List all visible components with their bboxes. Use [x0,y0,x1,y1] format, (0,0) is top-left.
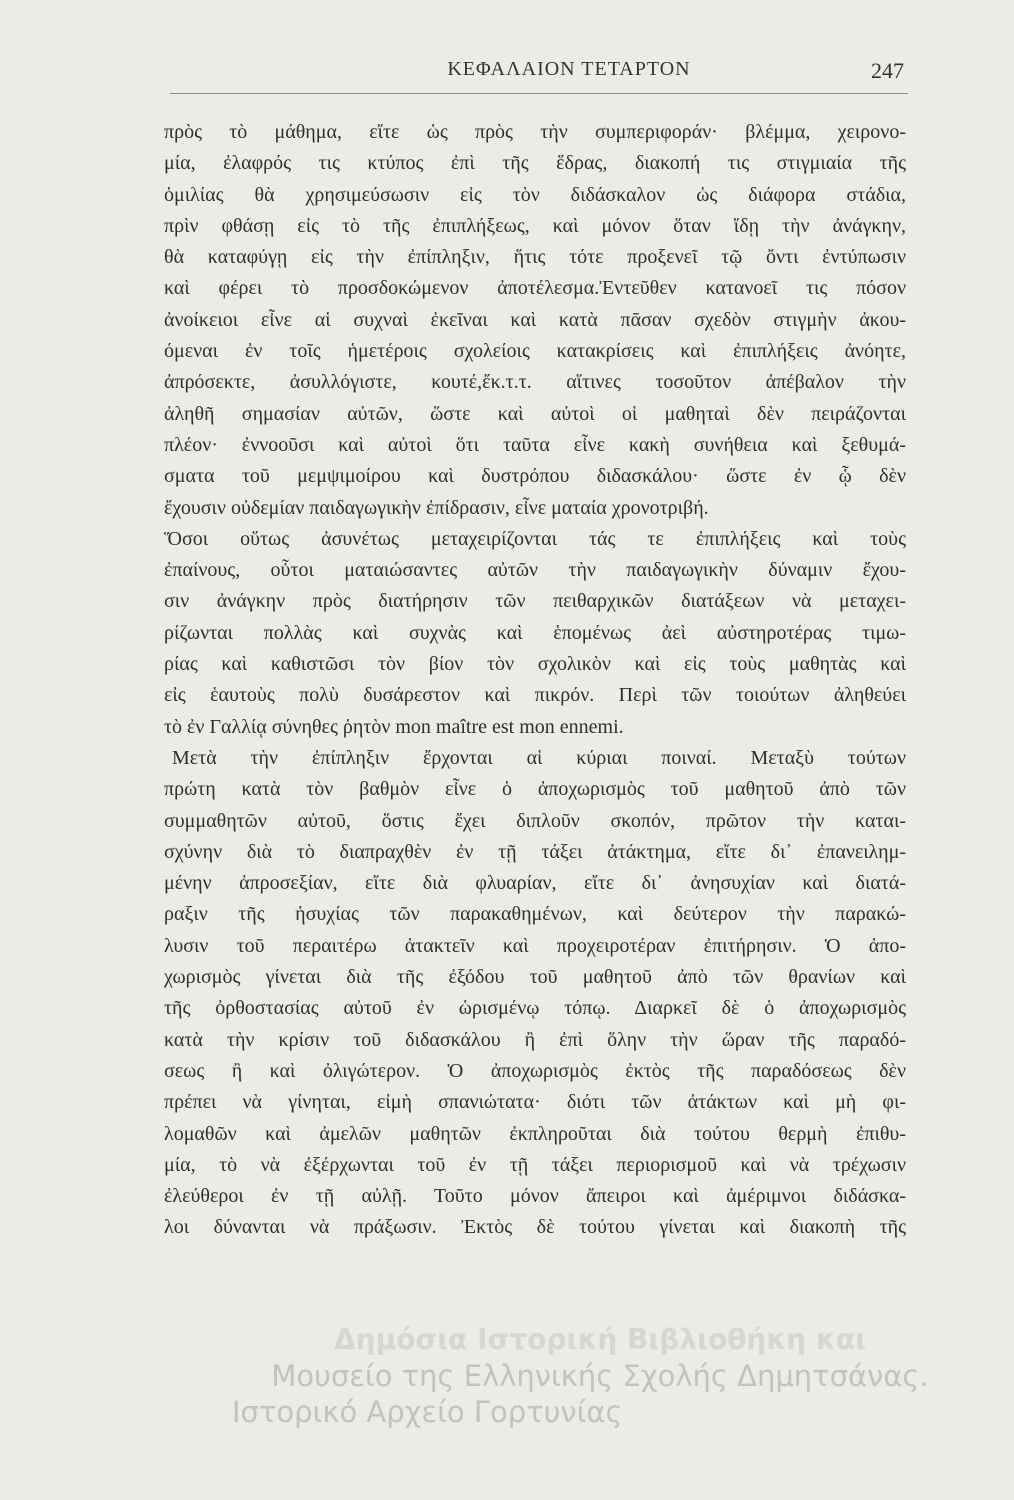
text-line: λοι δύνανται νὰ πράξωσιν. Ἐκτὸς δὲ τούτου γίνεται καὶ διακοπὴ τῆς [164,1216,906,1239]
text-line: θὰ καταφύγῃ εἰς τὴν ἐπίπληξιν, ἥτις τότε προξενεῖ τῷ ὄντι ἐντύπωσιν [164,246,906,269]
watermark-line: Μουσείο της Ελληνικής Σχολής Δημητσάνας. [271,1359,929,1393]
text-line: ρίζωνται πολλὰς καὶ συχνὰς καὶ ἑπομένως ἀεὶ αὐστηροτέρας τιμω- [164,621,906,644]
page-number: 247 [871,58,904,83]
text-line: μένην ἀπροσεξίαν, εἴτε διὰ φλυαρίαν, εἴτε δι᾽ ἀνησυχίαν καὶ διατά- [164,872,906,895]
text-line: εἰς ἑαυτοὺς πολὺ δυσάρεστον καὶ πικρόν. Περὶ τῶν τοιούτων ἀληθεύει [164,684,906,707]
text-line: χωρισμὸς γίνεται διὰ τῆς ἐξόδου τοῦ μαθητοῦ ἀπὸ τῶν θρανίων καὶ [164,966,906,989]
text-line: σχύνην διὰ τὸ διαπραχθὲν ἐν τῇ τάξει ἀτάκτημα, εἴτε δι᾽ ἐπανειλημ- [164,840,906,863]
watermark-line: Ιστορικό Αρχείο Γορτυνίας [232,1395,623,1429]
header-rule [170,93,908,94]
text-line: πλέον· ἐννοοῦσι καὶ αὐτοὶ ὅτι ταῦτα εἶνε κακὴ συνήθεια καὶ ξεθυμά- [164,433,906,456]
text-line: κατὰ τὴν κρίσιν τοῦ διδασκάλου ἢ ἐπὶ ὅλην τὴν ὥραν τῆς παραδό- [164,1028,906,1051]
text-line: ραξιν τῆς ἡσυχίας τῶν παρακαθημένων, καὶ δεύτερον τὴν παρακώ- [164,903,906,926]
text-line: Ὅσοι οὕτως ἀσυνέτως μεταχειρίζονται τάς τε ἐπιπλήξεις καὶ τοὺς [164,527,906,550]
text-line: πρὸς τὸ μάθημα, εἴτε ὡς πρὸς τὴν συμπεριφοράν· βλέμμα, χειρονο- [164,121,906,143]
text-line: τὸ ἐν Γαλλίᾳ σύνηθες ῥητὸν mon maître est mon ennemi. [164,715,624,738]
text-line: πρέπει νὰ γίνηται, εἰμὴ σπανιώτατα· διότι τῶν ἀτάκτων καὶ μὴ φι- [164,1091,906,1114]
text-line: καὶ φέρει τὸ προσδοκώμενον ἀποτέλεσμα.Ἐντεῦθεν κατανοεῖ τις πόσον [164,277,906,300]
text-line: όμεναι ἐν τοῖς ἡμετέροις σχολείοις κατακρίσεις καὶ ἐπιπλήξεις ἀνόητε, [164,340,906,363]
page-header [170,58,908,92]
text-line: τῆς ὀρθοστασίας αὐτοῦ ἐν ὡρισμένῳ τόπῳ. Διαρκεῖ δὲ ὁ ἀποχωρισμὸς [164,997,906,1020]
text-line: Μετὰ τὴν ἐπίπληξιν ἔρχονται αἱ κύριαι ποιναί. Μεταξὺ τούτων [172,746,906,769]
text-line: ἐλεύθεροι ἐν τῇ αὐλῇ. Τοῦτο μόνον ἄπειροι καὶ ἀμέριμνοι διδάσκα- [164,1185,906,1208]
text-line: πρώτη κατὰ τὸν βαθμὸν εἶνε ὁ ἀποχωρισμὸς τοῦ μαθητοῦ ἀπὸ τῶν [164,778,906,801]
body-text [164,117,906,1244]
text-line: ἔχουσιν οὐδεμίαν παιδαγωγικὴν ἐπίδρασιν, εἶνε ματαία χρονοτριβή. [164,496,709,519]
text-line: μία, ἐλαφρός τις κτύπος ἐπὶ τῆς ἕδρας, διακοπή τις στιγμιαία τῆς [164,152,906,175]
text-line: ἐπαίνους, οὗτοι ματαιώσαντες αὐτῶν τὴν παιδαγωγικὴν δύναμιν ἔχου- [164,559,906,582]
text-line: σματα τοῦ μεμψιμοίρου καὶ δυστρόπου διδασκάλου· ὥστε ἐν ᾧ δὲν [164,465,906,488]
text-line: ρίας καὶ καθιστῶσι τὸν βίον τὸν σχολικὸν καὶ εἰς τοὺς μαθητὰς καὶ [164,653,906,676]
running-head: ΚΕΦΑΛΑΙΟΝ ΤΕΤΑΡΤΟΝ [447,58,691,80]
text-line: λομαθῶν καὶ ἀμελῶν μαθητῶν ἐκπληροῦται διὰ τούτου θερμὴ ἐπιθυ- [164,1122,906,1145]
text-line: σεως ἢ καὶ ὀλιγώτερον. Ὁ ἀποχωρισμὸς ἐκτὸς τῆς παραδόσεως δὲν [164,1059,906,1082]
watermark-line: Δημόσια Ιστορική Βιβλιοθήκη και [334,1323,866,1356]
text-line: ἀπρόσεκτε, ἀσυλλόγιστε, κουτέ,ἔκ.τ.τ. αἵτινες τοσοῦτον ἀπέβαλον τὴν [164,371,906,394]
text-line: ὁμιλίας θὰ χρησιμεύσωσιν εἰς τὸν διδάσκαλον ὡς διάφορα στάδια, [164,183,906,206]
text-line: μία, τὸ νὰ ἐξέρχωνται τοῦ ἐν τῇ τάξει περιορισμοῦ καὶ νὰ τρέχωσιν [164,1153,906,1176]
text-line: ἀνοίκειοι εἶνε αἱ συχναὶ ἐκεῖναι καὶ κατὰ πᾶσαν σχεδὸν στιγμὴν ἀκου- [164,308,906,331]
text-line: σιν ἀνάγκην πρὸς διατήρησιν τῶν πειθαρχικῶν διατάξεων νὰ μεταχει- [164,590,906,613]
text-line: συμμαθητῶν αὐτοῦ, ὅστις ἔχει διπλοῦν σκοπόν, πρῶτον τὴν καται- [164,809,906,832]
text-line: ἀληθῆ σημασίαν αὐτῶν, ὥστε καὶ αὐτοὶ οἱ μαθηταὶ δὲν πειράζονται [164,402,906,425]
library-watermark [200,1322,1000,1430]
text-line: πρὶν φθάσῃ εἰς τὸ τῆς ἐπιπλήξεως, καὶ μόνον ὅταν ἴδῃ τὴν ἀνάγκην, [164,214,906,237]
text-line: λυσιν τοῦ περαιτέρω ἀτακτεῖν καὶ προχειροτέραν ἐπιτήρησιν. Ὁ ἀπο- [164,934,906,957]
